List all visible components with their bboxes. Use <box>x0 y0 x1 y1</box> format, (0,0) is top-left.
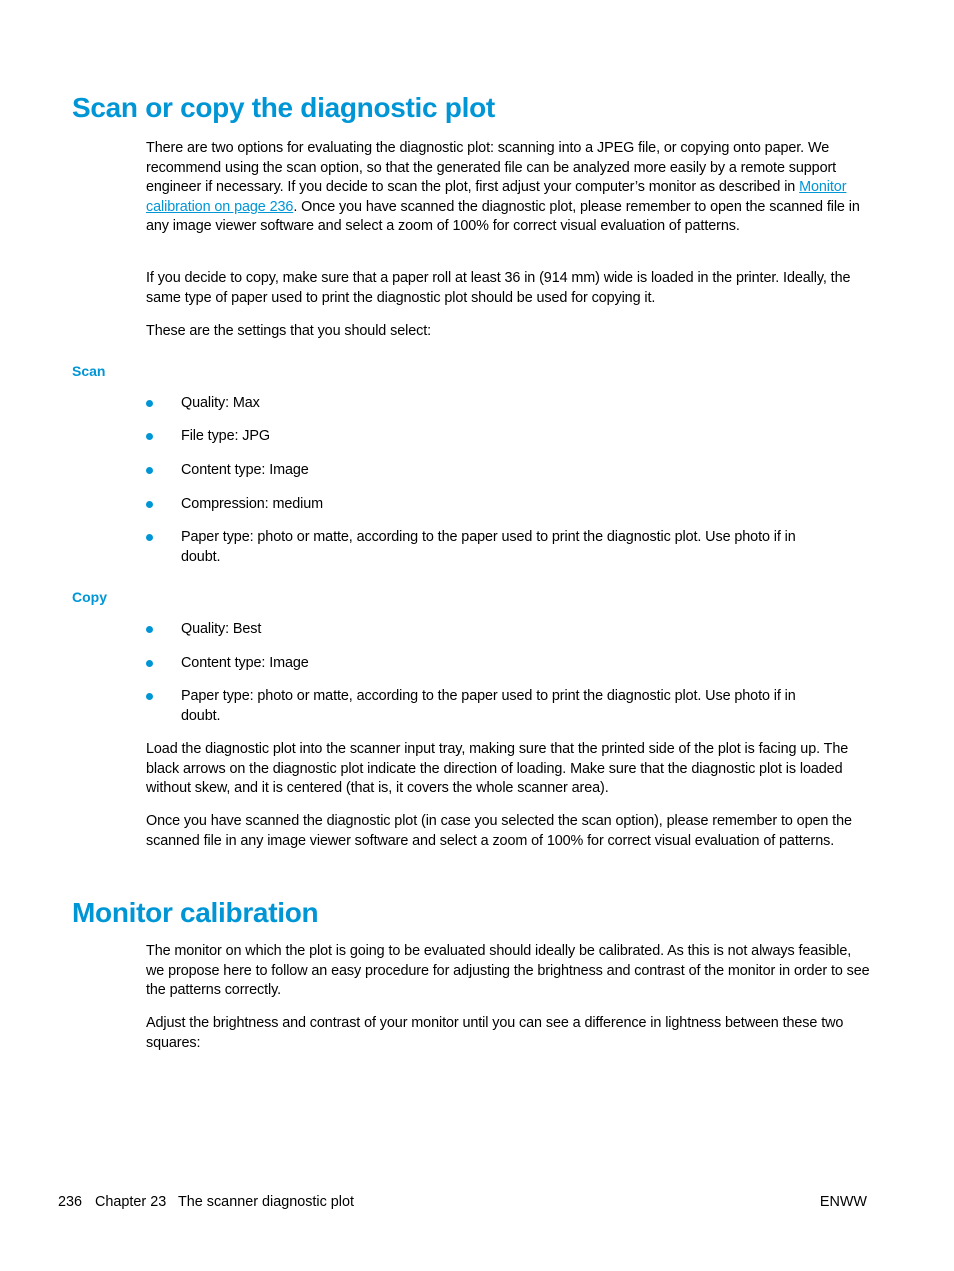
list-item <box>146 687 870 726</box>
copy-paper-paragraph: If you decide to copy, make sure that a paper roll at least 36 in (914 mm) wide is loaded in the printer. Ideally, the same type of paper used to print the diagnostic plot should be used for copying it. <box>146 270 851 306</box>
list-item <box>146 495 870 515</box>
list-item <box>146 461 870 481</box>
bullet-icon <box>146 400 153 407</box>
footer-chapter-title: The scanner diagnostic plot <box>178 1194 354 1210</box>
list-item <box>146 427 870 447</box>
list-item <box>146 528 870 567</box>
list-item-text: File type: JPG <box>181 428 270 444</box>
settings-intro-paragraph: These are the settings that you should select: <box>146 323 431 339</box>
monitor-intro-paragraph: The monitor on which the plot is going to be evaluated should ideally be calibrated. As this is not always feasible, we propose here to follow an easy procedure for adjusting the brightness and contrast of the monitor in order to see the patterns correctly. <box>146 943 870 998</box>
monitor-calibration-link[interactable]: Monitor calibration on page 236 <box>146 179 847 215</box>
bullet-icon <box>146 660 153 667</box>
section-title-scan-or-copy: Scan or copy the diagnostic plot <box>72 92 495 123</box>
intro-text-after-link: . Once you have scanned the diagnostic plot, please remember to open the scanned file in any image viewer software and select a zoom of 100% for correct visual evaluation of patterns. <box>146 198 860 234</box>
bullet-icon <box>146 467 153 474</box>
list-item-text: Content type: Image <box>181 462 309 478</box>
monitor-adjust-paragraph: Adjust the brightness and contrast of your monitor until you can see a difference in lightness between these two squares: <box>146 1015 844 1051</box>
bullet-icon <box>146 534 153 541</box>
bullet-icon <box>146 626 153 633</box>
bullet-icon <box>146 433 153 440</box>
section-title-monitor-calibration: Monitor calibration <box>72 897 319 928</box>
list-item-text: Paper type: photo or matte, according to the paper used to print the diagnostic plot. Use photo if in doubt. <box>181 529 796 565</box>
footer-locale-code: ENWW <box>819 1194 867 1210</box>
footer-chapter: Chapter 23 <box>95 1194 167 1210</box>
list-item-text: Quality: Max <box>181 395 260 411</box>
intro-text-before-link: There are two options for evaluating the diagnostic plot: scanning into a JPEG file, or copying onto paper. We recommend using the scan option, so that the generated file can be analyzed more easily by a remote support engineer if necessary. If you decide to scan the plot, first adjust your computer’s monitor as described in <box>146 140 837 195</box>
copy-subheading: Copy <box>72 589 107 605</box>
intro-paragraph <box>146 139 870 237</box>
after-scan-paragraph: Once you have scanned the diagnostic plot (in case you selected the scan option), please remember to open the scanned file in any image viewer software and select a zoom of 100% for correct visual evaluation of patterns. <box>146 813 852 849</box>
list-item <box>146 394 870 414</box>
scan-subheading: Scan <box>72 363 106 379</box>
list-item-text: Content type: Image <box>181 655 309 671</box>
list-item <box>146 620 870 640</box>
list-item-text: Compression: medium <box>181 496 324 512</box>
bullet-icon <box>146 501 153 508</box>
list-item <box>146 654 870 674</box>
list-item-text: Paper type: photo or matte, according to the paper used to print the diagnostic plot. Use photo if in doubt. <box>181 688 796 724</box>
list-item-text: Quality: Best <box>181 621 262 637</box>
bullet-icon <box>146 693 153 700</box>
footer-page-number: 236 <box>58 1194 83 1210</box>
loading-paragraph: Load the diagnostic plot into the scanner input tray, making sure that the printed side of the plot is facing up. The black arrows on the diagnostic plot indicate the direction of loading. Make sure that the diagnostic plot is loaded without skew, and it is centered (that is, it covers the whole scanner area). <box>146 741 849 796</box>
